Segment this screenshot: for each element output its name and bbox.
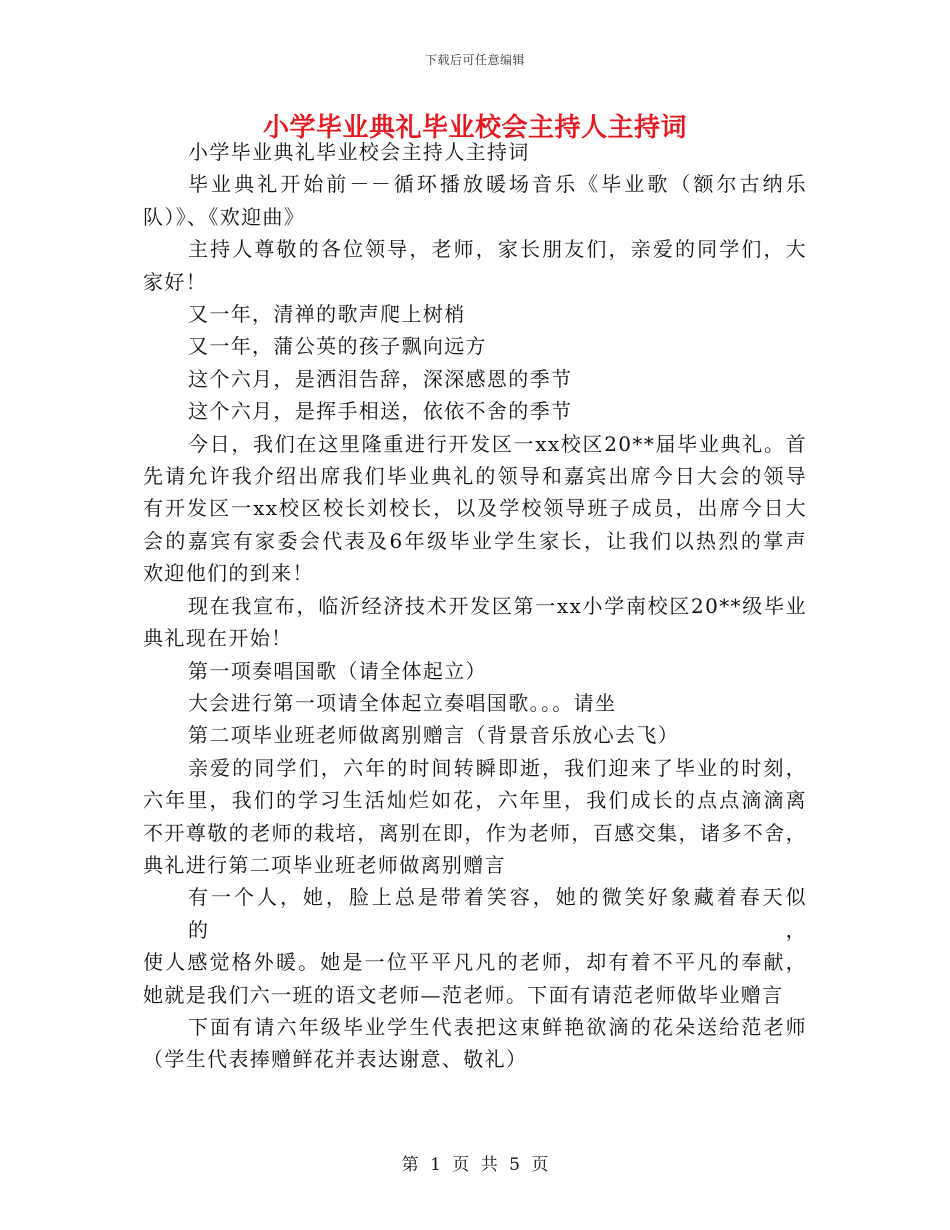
page-header-note: 下载后可任意编辑 [424, 53, 525, 67]
text-line: 这个六月，是洒泪告辞，深深感恩的季节 [188, 366, 573, 391]
text-line: 典礼进行第二项毕业班老师做离别赠言 [143, 852, 506, 877]
page-footer: 第 1 页 共 5 页 [401, 1155, 549, 1175]
text-line: 先请允许我介绍出席我们毕业典礼的领导和嘉宾出席今日大会的领导 [143, 464, 807, 489]
paragraph [143, 1011, 807, 1076]
text-line: 毕业典礼开始前－－循环播放暖场音乐《毕业歌（额尔古纳乐 [188, 172, 807, 197]
text-line: 这个六月，是挥手相送，依依不舍的季节 [188, 399, 573, 424]
paragraph [143, 330, 807, 362]
paragraph [143, 655, 807, 687]
paragraph [143, 395, 807, 427]
text-line: 典礼现在开始！ [143, 626, 293, 651]
text-line: 现在我宣布，临沂经济技术开发区第一xx小学南校区20**级毕业 [188, 593, 807, 618]
paragraph [143, 298, 807, 330]
text-line: 六年里，我们的学习生活灿烂如花，六年里，我们成长的点点滴滴离 [143, 788, 807, 813]
text-line: 小学毕业典礼毕业校会主持人主持词 [188, 140, 530, 164]
text-line: 主持人尊敬的各位领导，老师，家长朋友们，亲爱的同学们，大 [188, 237, 807, 262]
text-line: 又一年，蒲公英的孩子飘向远方 [188, 334, 487, 359]
text-line: 第一项奏唱国歌（请全体起立） [188, 658, 487, 683]
text-line: 今日，我们在这里隆重进行开发区一xx校区20**届毕业典礼。首 [188, 431, 807, 456]
paragraph [143, 881, 807, 1011]
paragraph [143, 687, 807, 719]
text-line: 队）》、《欢迎曲》 [143, 204, 306, 229]
text-line: 下面有请六年级毕业学生代表把这束鲜艳欲滴的花朵送给范老师 [188, 1014, 807, 1039]
paragraph [143, 136, 807, 168]
text-line: 有开发区一xx校区校长刘校长，以及学校领导班子成员，出席今日大 [143, 496, 807, 521]
text-line: 会的嘉宾有家委会代表及6年级毕业学生家长，让我们以热烈的掌声 [143, 528, 807, 553]
paragraph [143, 719, 807, 751]
text-line: 欢迎他们的到来！ [143, 561, 314, 586]
paragraph [143, 363, 807, 395]
document-title: 小学毕业典礼毕业校会主持人主持词 [262, 113, 687, 143]
text-line: 亲爱的同学们，六年的时间转瞬即逝，我们迎来了毕业的时刻， [188, 755, 807, 780]
text-line: 她就是我们六一班的语文老师—范老师。下面有请范老师做毕业赠言 [143, 982, 784, 1007]
text-line: 第二项毕业班老师做离别赠言（背景音乐放心去飞） [188, 723, 680, 748]
text-line: 大会进行第一项请全体起立奏唱国歌。。。请坐 [188, 690, 617, 715]
text-line: 不开尊敬的老师的栽培，离别在即，作为老师，百感交集，诸多不舍， [143, 820, 807, 845]
paragraph [143, 590, 807, 655]
paragraph [143, 428, 807, 590]
paragraph [143, 168, 807, 233]
text-line: 使人感觉格外暖。她是一位平平凡凡的老师，却有着不平凡的奉献， [143, 950, 807, 975]
document-body [143, 136, 807, 1076]
text-line: 家好！ [143, 269, 208, 294]
paragraph [143, 233, 807, 298]
text-line: （学生代表捧赠鲜花并表达谢意、敬礼） [143, 1047, 528, 1072]
paragraph [143, 752, 807, 882]
text-line: 有一个人，她，脸上总是带着笑容，她的微笑好象藏着春天似的， [188, 885, 807, 942]
text-line: 又一年，清禅的歌声爬上树梢 [188, 302, 466, 327]
